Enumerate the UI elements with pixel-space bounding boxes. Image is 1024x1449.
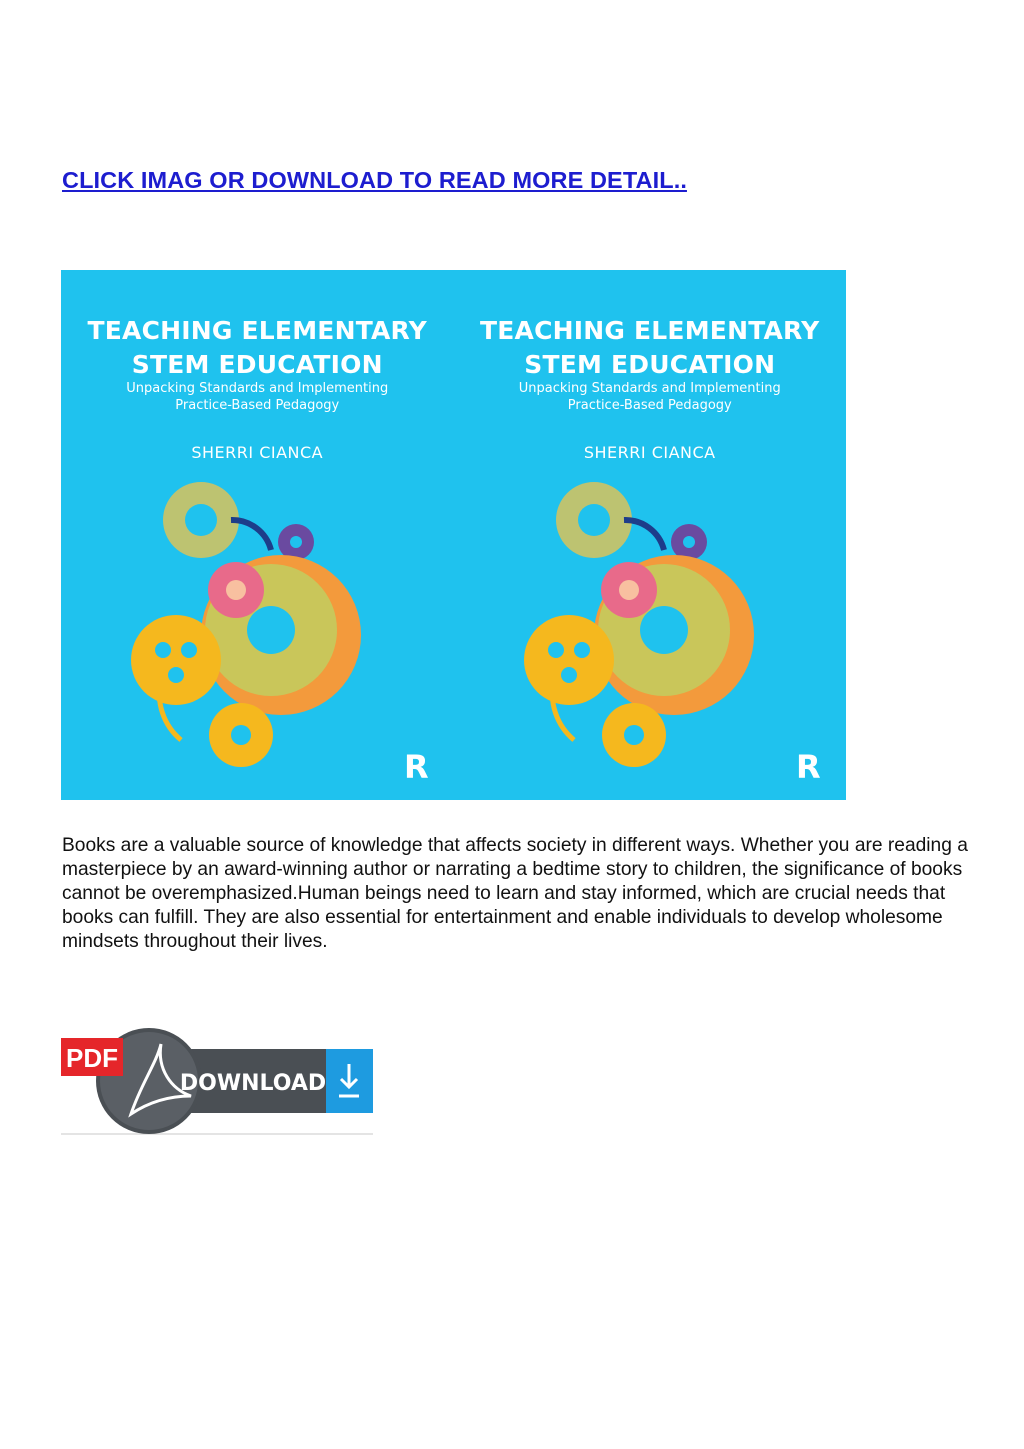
book-description: Books are a valuable source of knowledge that affects society in different ways. Whether you are reading a masterpiece by an award-winning author or narrating a bedtime story to children, the significance of books cannot be overemphasized.Human beings need to learn and stay informed, which are crucial needs that books can fulfill. They are also essential for entertainment and enable individuals to develop wholesome mindsets throughout their lives. [62, 835, 968, 952]
book-title: TEACHING ELEMENTARY STEM EDUCATION [87, 316, 427, 379]
pdf-label: PDF [66, 1043, 118, 1073]
read-more-link[interactable]: CLICK IMAG OR DOWNLOAD TO READ MORE DETAIL.. [62, 167, 687, 193]
svg-text:R: R [403, 748, 429, 784]
book-cover-right [454, 270, 847, 800]
routledge-logo [794, 742, 824, 784]
download-label: DOWNLOAD [179, 1071, 327, 1096]
book-author: SHERRI CIANCA [191, 443, 324, 462]
gears-illustration [131, 480, 391, 780]
routledge-logo [402, 742, 432, 784]
book-title: TEACHING ELEMENTARY STEM EDUCATION [480, 316, 820, 379]
book-cover-left [61, 270, 454, 800]
book-cover-image[interactable] [61, 270, 846, 800]
pdf-download-button[interactable] [61, 1024, 373, 1136]
svg-text:R: R [796, 748, 821, 784]
book-author: SHERRI CIANCA [583, 443, 716, 462]
book-subtitle: Unpacking Standards and Implementing Practice-Based Pedagogy [126, 381, 389, 413]
gears-illustration [524, 480, 784, 780]
book-subtitle: Unpacking Standards and Implementing Practice-Based Pedagogy [518, 381, 781, 413]
